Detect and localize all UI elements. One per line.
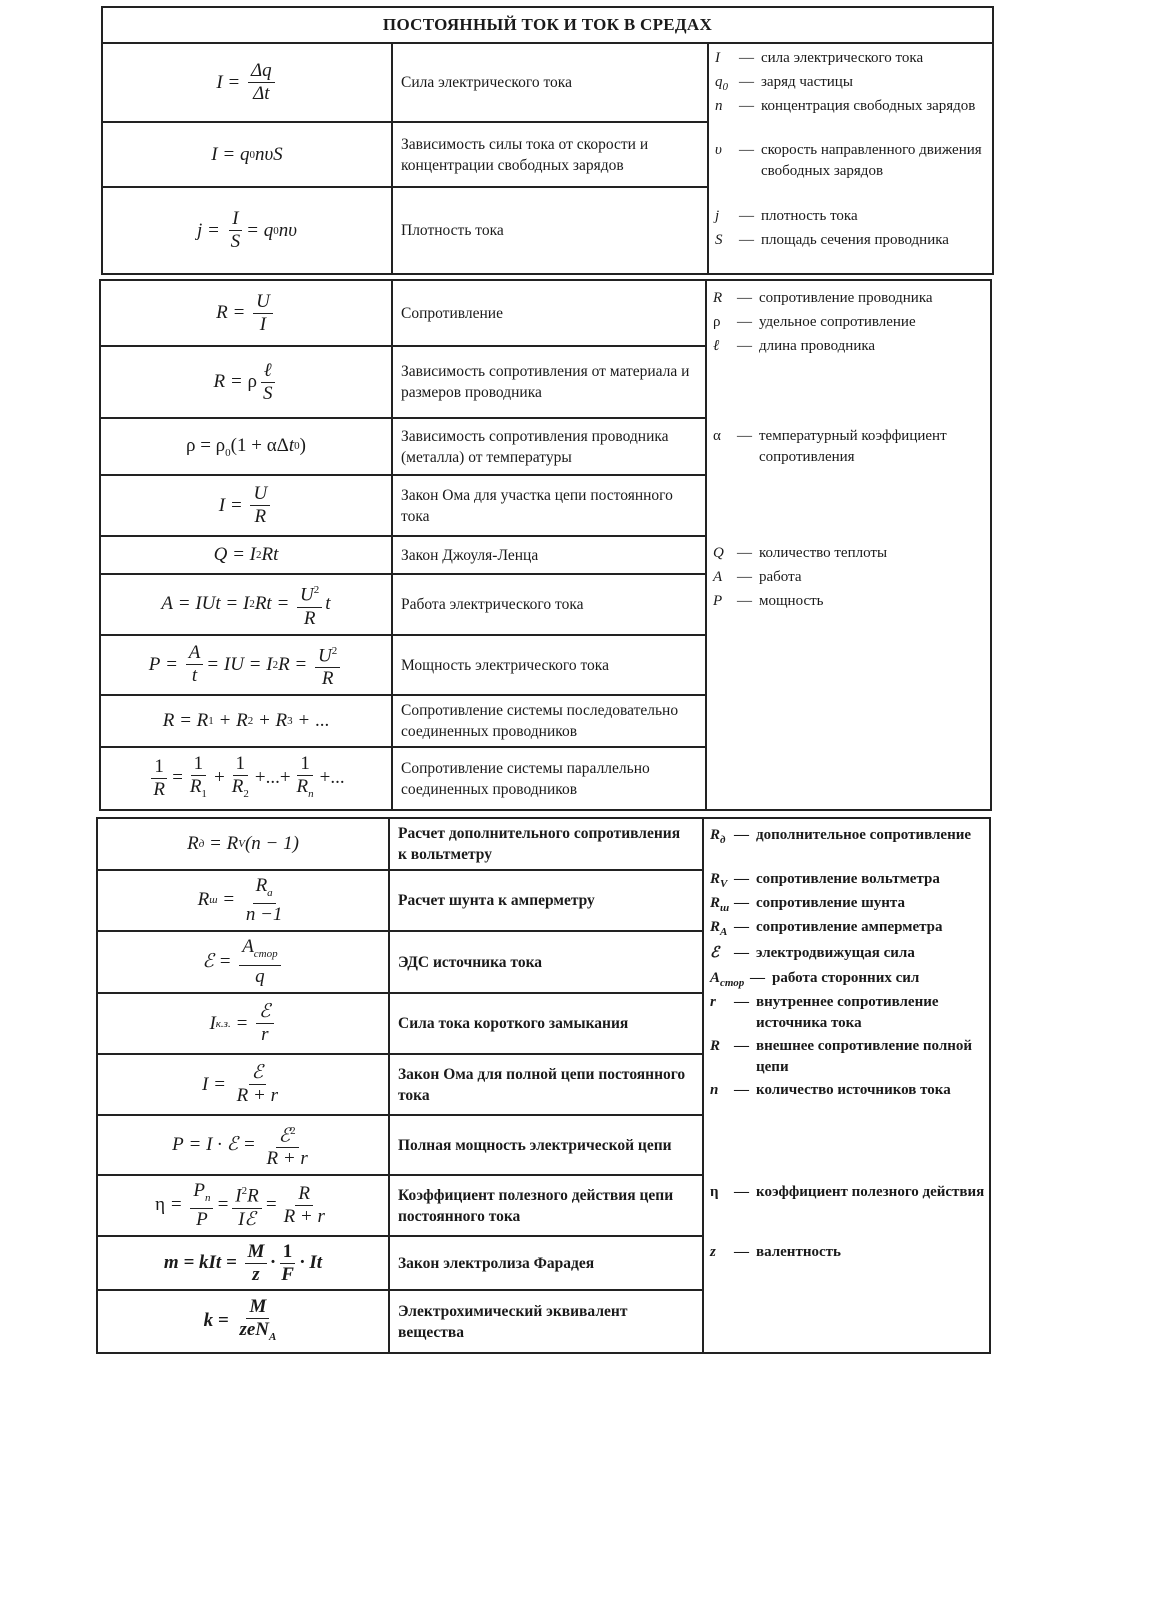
legend-item: S — площадь сечения проводника [715,232,949,248]
description: Закон Ома для полной цепи постоянного тока [398,1065,686,1104]
formula-current-drift: I = q 0 nυS [211,143,283,165]
formula-shunt: R ш = $\frac{R_a}{n -1}$ [197,874,283,926]
description: Зависимость силы тока от скорости и концентрации свободных зарядов [401,135,649,174]
formula-faraday: m = kIt = $\frac{M}{z}$ · $\frac{1}{F}$ · It [163,1240,323,1285]
formula-series: R = R 1 + R 2 + R 3 + ... [162,710,330,731]
legend-item: $A_{стор}$ — работа сторонних сил [710,970,920,989]
formula-efficiency: η = $\frac{P_п}{P}$ = $\frac{I^2R}{\text{Iℰ}}$ = $\frac{R}{R + r}$ [155,1179,325,1231]
formula-emf: ℰ = $\frac{A_{стор}}{q}$ [98,932,388,992]
legend-item: Q — количество теплоты [713,545,888,561]
legend-item: R — сопротивление проводника [713,290,933,306]
description: Зависимость сопротивления от материала и размеров проводника [401,363,690,401]
description: Закон электролиза Фарадея [398,1254,595,1272]
formula-resistivity: R = ρ $\frac{\text{ℓ}}{S}$ [101,347,391,417]
formula-full-power: P = I · ℰ = $\frac{ℰ^2}{R + r}$ [98,1116,388,1174]
description: Полная мощность электрической цепи [398,1136,672,1154]
legend [707,281,990,809]
legend-item: η — коэффициент полезного действия [710,1184,985,1200]
legend [704,819,989,1352]
legend-item: ℰ — электродвижущая сила [710,945,915,961]
legend-item: $R_ш$ — сопротивление шунта [710,895,905,914]
description: Зависимость сопротивления проводника (металла) от температуры [401,427,669,466]
legend-item: α — температурный коэффициент сопротивления [713,428,947,465]
description: Коэффициент полезного действия цепи постоянного тока [398,1186,674,1225]
section-current-basics [101,6,994,275]
page-title: ПОСТОЯННЫЙ ТОК И ТОК В СРЕДАХ [103,8,992,44]
section-circuits-electrolysis [96,817,991,1354]
legend [709,44,992,273]
description: Сопротивление системы параллельно соединенных проводников [401,759,650,798]
formula-current-density: j = $\frac{I}{S}$ = q 0 nυ [197,208,297,252]
legend-item: r — внутреннее сопротивление источника тока [710,994,939,1031]
formula-short-circuit: I к.з. = $\frac{\text{ℰ}}{r}$ [98,994,388,1053]
legend-item: I — сила электрического тока [715,50,924,66]
formula-extra-resistance: R д = R V (n − 1) [187,833,299,854]
legend-item: ρ — удельное сопротивление [713,314,916,330]
description: Закон Ома для участка цепи постоянного тока [401,486,673,525]
legend-item: $q_0$ — заряд частицы [715,74,853,93]
formula-ohm-section: I = $\frac{U}{R}$ [101,476,391,535]
description: Расчет дополнительного сопротивления к вольтметру [398,825,681,863]
legend-item: n — количество источников тока [710,1082,951,1098]
description: Мощность электрического тока [401,656,609,674]
formula-temperature: $\rho = \rho_0(1 + \alpha\Delta$ t 0 ) [185,434,306,459]
legend-item: P — мощность [713,593,824,609]
description: Расчет шунта к амперметру [398,892,595,909]
description: Сопротивление [401,304,503,322]
legend-item: j — плотность тока [715,208,858,224]
description: Электрохимический эквивалент вещества [398,1302,628,1341]
formula-power: P = $\frac{A}{t}$ = IU = I 2 R = $\frac{U^2}{R}$ [101,636,391,694]
legend-item: z — валентность [710,1244,841,1260]
formula-current: I = $\frac{\Delta q}{\Delta t}$ [103,44,391,121]
legend-item: $R_V$ — сопротивление вольтметра [710,871,940,890]
formula-ohm-full: I = $\frac{\text{ℰ}}{R + r}$ [202,1062,278,1106]
legend-item: A — работа [713,569,802,585]
description: Закон Джоуля-Ленца [401,546,539,564]
legend-item: $R_д$ — дополнительное сопротивление [710,827,972,846]
legend-item: n — концентрация свободных зарядов [715,98,976,114]
description: Сила тока короткого замыкания [398,1015,629,1032]
description: Сила электрического тока [401,74,572,91]
formula-electrochemical-equivalent: k = $\frac{M}{zeN_A}$ [203,1295,277,1343]
formula-work: A = IUt = I 2 Rt = $\frac{U^2}{R}$ t [101,575,391,634]
description: Сопротивление системы последовательно соединенных проводников [401,702,679,740]
description: Плотность тока [401,222,504,239]
formula-resistance: R = $\frac{U}{I}$ [101,281,391,345]
description: ЭДС источника тока [398,953,543,971]
section-resistance [99,279,992,811]
description: Работа электрического тока [401,596,584,613]
legend-item: $R_A$ — сопротивление амперметра [710,919,943,938]
formula-joule-lenz: Q = I 2 Rt [213,544,279,565]
formula-parallel: $\frac{1}{R}$ = $\frac{1}{R_1}$ + $\frac{1}{R_2}$ +...+ $\frac{1}{R_n}$ +... [153,752,345,800]
legend-item: R — внешнее сопротивление полной цепи [710,1038,973,1075]
legend-item: ℓ — длина проводника [713,338,876,354]
legend-item: υ — скорость направленного движения свободных зарядов [715,142,982,179]
